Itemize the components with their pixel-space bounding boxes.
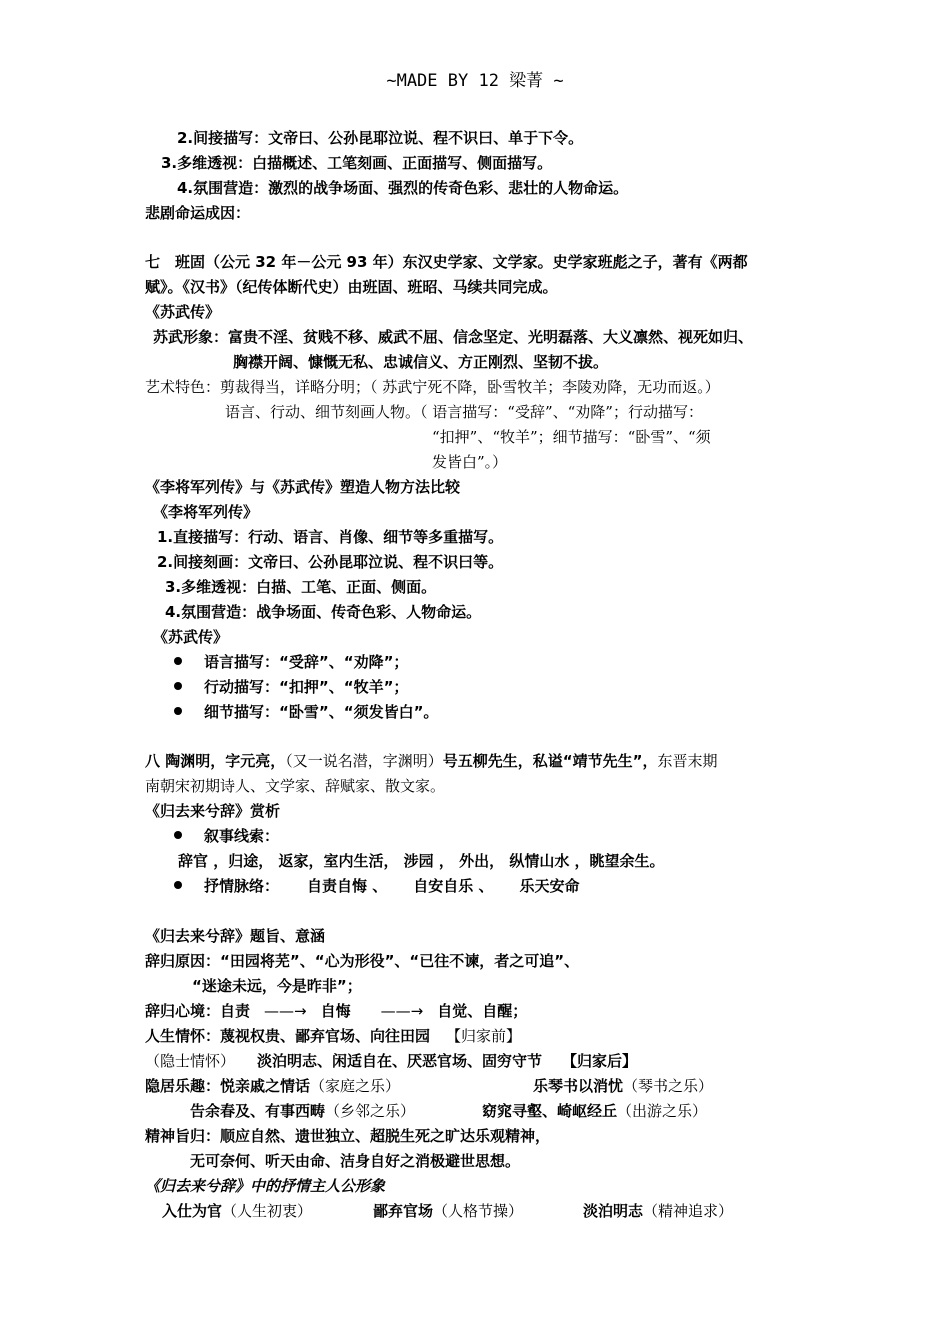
text-line: 七 班固（公元 32 年－公元 93 年）东汉史学家、文学家。史学家班彪之子，著有《两都 (145, 253, 748, 271)
text-line: “迷途未远，今是昨非”； (192, 977, 362, 995)
text-segment: 号五柳先生，私谥“靖节先生”， (442, 752, 658, 770)
bullet-icon (174, 657, 182, 665)
text-line: 悲剧命运成因： (145, 204, 251, 222)
text-segment: （琴书之乐） (623, 1077, 714, 1095)
bullet-icon (174, 682, 182, 690)
bullet-icon (174, 707, 182, 715)
text-segment: 窈窕寻壑、崎岖经丘 (482, 1102, 618, 1120)
bullet-text: 行动描写：“扣押”、“牧羊”； (204, 678, 409, 696)
section-title: 《归去来兮辞》中的抒情主人公形象 (145, 1177, 386, 1195)
bullet-text: 叙事线索： (204, 827, 280, 845)
bullet-icon (174, 881, 182, 889)
text-line: 艺术特色：剪裁得当，详略分明；（ 苏武宁死不降，卧雪牧羊；李陵劝降，无功而返。） (145, 378, 720, 396)
text-line: 2.间接描写：文帝曰、公孙昆耶泣说、程不识曰、单于下令。 (177, 129, 584, 147)
text-segment: 隐居乐趣：悦亲戚之情话 (145, 1077, 311, 1095)
text-segment: 自觉、自醒； (437, 1002, 528, 1020)
text-line (482, 1101, 707, 1121)
text-segment: 辞归心境：自责 (145, 1002, 251, 1020)
bullet-item (174, 826, 279, 846)
text-segment: 东晋末期 (657, 752, 718, 770)
text-line: 发皆白”。） (432, 453, 508, 471)
text-line: 赋》。《汉书》（纪传体断代史）由班固、班昭、马续共同完成。 (145, 278, 558, 296)
text-line: 苏武形象：富贵不淫、贫贱不移、威武不屈、信念坚定、光明磊落、大义凛然、视死如归、 (153, 328, 754, 346)
bullet-item (174, 652, 408, 672)
text-segment: 鄙弃官场 (373, 1202, 434, 1220)
text-segment: （人格节操） (433, 1202, 524, 1220)
text-segment: （又一说名潜，字渊明） (285, 752, 443, 770)
text-line: 3.多维透视：白描、工笔、正面、侧面。 (165, 578, 437, 596)
subsection-title: 《苏武传》 (153, 628, 229, 646)
text-segment: （精神追求） (643, 1202, 734, 1220)
text-line: 辞归原因：“田园将芜”、“心为形役”、“已往不谏，者之可追”、 (145, 952, 580, 970)
text-segment: （隐士情怀） (145, 1052, 236, 1070)
text-segment: 【归家前】 (446, 1027, 522, 1045)
text-segment: 淡泊明志、闲适自在、厌恶官场、固穷守节 (257, 1052, 543, 1070)
text-segment: （家庭之乐） (310, 1077, 401, 1095)
text-segment: 自悔 (320, 1002, 351, 1020)
text-line: 4.氛围营造：战争场面、传奇色彩、人物命运。 (165, 603, 482, 621)
subsection-title: 《李将军列传》 (153, 503, 259, 521)
section-title: 《苏武传》 (145, 303, 221, 321)
section-title: 《归去来兮辞》赏析 (145, 802, 281, 820)
text-line: 语言、行动、细节刻画人物。（ 语言描写：“受辞”、“劝降”；行动描写： (225, 403, 703, 421)
text-segment: 八 陶渊明，字元亮， (145, 752, 286, 770)
text-segment: 淡泊明志 (583, 1202, 644, 1220)
text-line (145, 751, 717, 771)
text-line: 精神旨归：顺应自然、遗世独立、超脱生死之旷达乐观精神， (145, 1127, 551, 1145)
text-line (145, 1076, 400, 1096)
text-segment: 自安自乐 、 (413, 877, 494, 895)
text-line: 1.直接描写：行动、语言、肖像、细节等多重描写。 (157, 528, 504, 546)
text-line: 辞官 ，归途， 返家，室内生活， 涉园 ， 外出， 纵情山水 ，眺望余生。 (178, 852, 665, 870)
bullet-item (174, 702, 438, 722)
text-segment: （人生初衷） (222, 1202, 313, 1220)
bullet-item (174, 876, 580, 896)
bullet-text: 语言描写：“受辞”、“劝降”； (204, 653, 409, 671)
text-line (145, 1001, 527, 1021)
text-line (373, 1201, 523, 1221)
text-line (145, 1026, 521, 1046)
bullet-text: 抒情脉络： (204, 877, 280, 895)
bullet-text: 细节描写：“卧雪”、“须发皆白”。 (204, 703, 439, 721)
text-line: 南朝宋初期诗人、文学家、辞赋家、散文家。 (145, 777, 446, 795)
text-line (190, 1101, 415, 1121)
text-segment: 人生情怀：蔑视权贵、鄙弃官场、向往田园 (145, 1027, 431, 1045)
text-line: 2.间接刻画：文帝曰、公孙昆耶泣说、程不识曰等。 (157, 553, 504, 571)
text-segment: 告余春及、有事西畴 (190, 1102, 326, 1120)
arrow-right-icon: ——→ (380, 1002, 424, 1020)
bullet-icon (174, 831, 182, 839)
section-title: 《归去来兮辞》题旨、意涵 (145, 927, 326, 945)
page-header: ~MADE BY 12 梁菁 ~ (386, 71, 564, 91)
text-line (162, 1201, 312, 1221)
text-segment: 入仕为官 (162, 1202, 223, 1220)
text-segment: 乐琴书以消忧 (533, 1077, 624, 1095)
text-line (533, 1076, 713, 1096)
text-line (145, 1051, 637, 1071)
text-line: 无可奈何、听天由命、洁身自好之消极避世思想。 (190, 1152, 521, 1170)
text-segment: （乡邻之乐） (325, 1102, 416, 1120)
bullet-item (174, 677, 408, 697)
text-line: “扣押”、“牧羊”；细节描写：“卧雪”、“须 (432, 428, 711, 446)
text-line: 3.多维透视：白描概述、工笔刻画、正面描写、侧面描写。 (161, 154, 553, 172)
text-line: 胸襟开阔、慷慨无私、忠诚信义、方正刚烈、坚韧不拔。 (233, 353, 609, 371)
text-segment: （出游之乐） (617, 1102, 708, 1120)
arrow-right-icon: ——→ (264, 1002, 307, 1020)
text-line: 4.氛围营造：激烈的战争场面、强烈的传奇色彩、悲壮的人物命运。 (177, 179, 629, 197)
section-title: 《李将军列传》与《苏武传》塑造人物方法比较 (145, 478, 461, 496)
text-segment: 乐天安命 (519, 877, 580, 895)
text-segment: 【归家后】 (562, 1052, 638, 1070)
text-line (583, 1201, 733, 1221)
text-segment: 自责自悔 、 (307, 877, 388, 895)
